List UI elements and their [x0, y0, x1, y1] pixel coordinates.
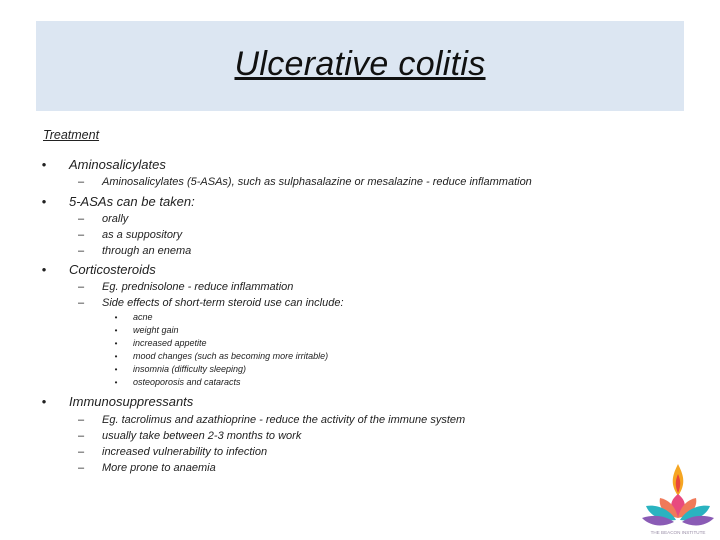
treatment-heading: Treatment — [43, 128, 100, 142]
bullet: • — [114, 313, 118, 322]
beacon-institute-logo — [640, 462, 716, 538]
dash: – — [77, 229, 85, 241]
section-immunosuppressants — [43, 393, 683, 411]
dash: – — [77, 213, 85, 225]
section-label: Immunosuppressants — [69, 394, 194, 409]
section-label: Corticosteroids — [69, 262, 156, 277]
sub-list-item — [43, 324, 683, 337]
list-item — [43, 444, 683, 460]
list-item — [43, 279, 683, 295]
title-banner — [36, 21, 684, 111]
list-item-text: Side effects of short-term steroid use can include: — [102, 297, 344, 309]
list-item — [43, 243, 683, 259]
dash: – — [77, 281, 85, 293]
lotus-icon — [642, 494, 714, 525]
section-aminosalicylates — [43, 156, 683, 174]
section-label: Aminosalicylates — [69, 157, 166, 172]
bullet: • — [41, 394, 47, 409]
bullet: • — [41, 157, 47, 172]
bullet: • — [114, 378, 118, 387]
list-item — [43, 174, 683, 190]
bullet: • — [114, 326, 118, 335]
list-item-text: More prone to anaemia — [102, 462, 216, 474]
sub-list-item-text: acne — [133, 312, 153, 322]
list-item-text: increased vulnerability to infection — [102, 446, 268, 458]
sub-list-item — [43, 363, 683, 376]
slide-title: Ulcerative colitis — [234, 45, 486, 83]
dash: – — [77, 446, 85, 458]
list-item-text: as a suppository — [102, 229, 183, 241]
list-item-text: Eg. tacrolimus and azathioprine - reduce the activity of the immune system — [102, 414, 466, 426]
sub-list-item-text: mood changes (such as becoming more irritable) — [133, 351, 329, 361]
dash: – — [77, 430, 85, 442]
bullet: • — [114, 352, 118, 361]
dash: – — [77, 414, 85, 426]
list-item-text: usually take between 2-3 months to work — [102, 430, 302, 442]
logo-text: THE BEACON INSTITUTE — [650, 530, 706, 535]
sub-list-item — [43, 311, 683, 324]
list-item — [43, 428, 683, 444]
bullet: • — [41, 262, 47, 277]
dash: – — [77, 297, 85, 309]
bullet: • — [114, 339, 118, 348]
list-item — [43, 412, 683, 428]
list-item — [43, 227, 683, 243]
list-item — [43, 295, 683, 311]
sub-list-item-text: insomnia (difficulty sleeping) — [133, 364, 247, 374]
sub-list-item-text: increased appetite — [133, 338, 207, 348]
sub-list-item-text: osteoporosis and cataracts — [133, 377, 241, 387]
list-item — [43, 460, 683, 476]
list-item — [43, 211, 683, 227]
sub-list-item-text: weight gain — [133, 325, 179, 335]
list-item-text: Aminosalicylates (5-ASAs), such as sulphasalazine or mesalazine - reduce inflammation — [102, 176, 532, 188]
list-item-text: orally — [102, 213, 129, 225]
slide-content — [43, 128, 683, 476]
dash: – — [77, 462, 85, 474]
sub-list-item — [43, 350, 683, 363]
section-label: 5-ASAs can be taken: — [69, 194, 195, 209]
list-item-text: through an enema — [102, 245, 192, 257]
list-item-text: Eg. prednisolone - reduce inflammation — [102, 281, 294, 293]
dash: – — [77, 176, 85, 188]
bullet: • — [114, 365, 118, 374]
section-5asa-routes — [43, 193, 683, 211]
bullet: • — [41, 194, 47, 209]
sub-list-item — [43, 337, 683, 350]
section-corticosteroids — [43, 261, 683, 279]
dash: – — [77, 245, 85, 257]
sub-list-item — [43, 376, 683, 389]
